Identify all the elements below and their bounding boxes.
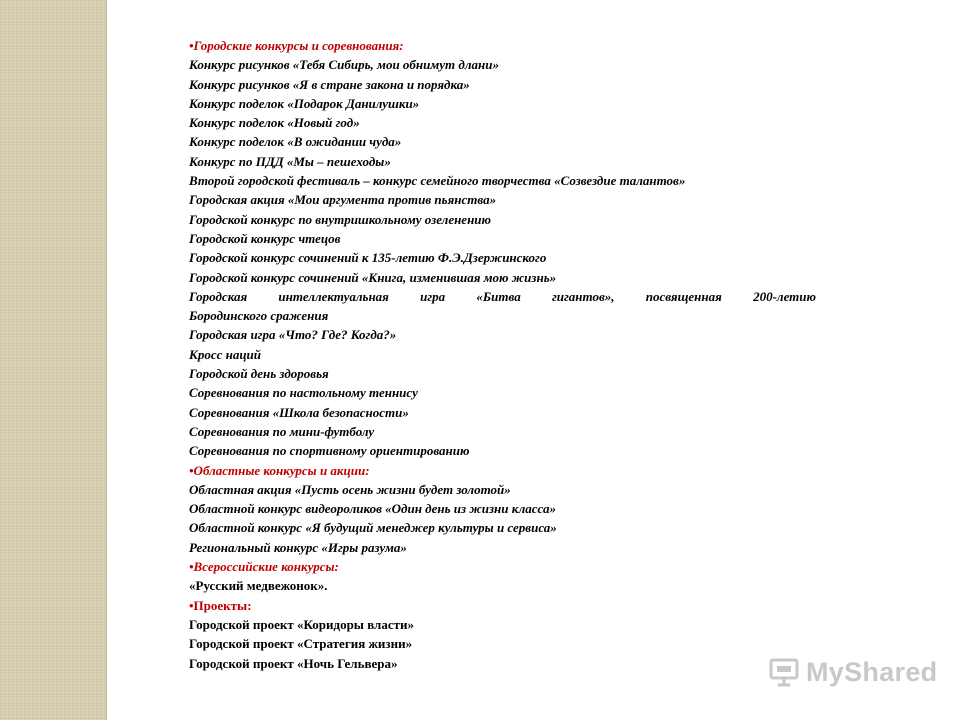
decorative-side-strip xyxy=(0,0,107,720)
list-item: Областной конкурс «Я будущий менеджер культуры и сервиса» xyxy=(189,520,557,536)
list-item: Городской конкурс чтецов xyxy=(189,230,341,246)
list-item: Городской день здоровья xyxy=(189,366,329,382)
list-item: Соревнования по мини-футболу xyxy=(189,423,375,439)
list-item: Конкурс поделок «В ожидании чуда» xyxy=(189,134,402,150)
list-item: Конкурс рисунков «Тебя Сибирь, мои обнимут длани» xyxy=(189,57,499,73)
list-item: Областной конкурс видеороликов «Один день из жизни класса» xyxy=(189,501,556,517)
presentation-board-icon xyxy=(768,656,800,688)
list-item: Кросс наций xyxy=(189,346,262,362)
section-heading-projects: •Проекты: xyxy=(189,597,252,613)
list-item: Городской конкурс сочинений «Книга, изменившая мою жизнь» xyxy=(189,269,557,285)
list-item: Городской конкурс по внутришкольному озеленению xyxy=(189,211,492,227)
section-heading-city: •Городские конкурсы и соревнования: xyxy=(189,38,404,53)
watermark xyxy=(768,655,937,689)
document-body xyxy=(189,36,816,673)
list-item: Областная акция «Пусть осень жизни будет золотой» xyxy=(189,481,511,497)
list-item: Соревнования по спортивному ориентированию xyxy=(189,443,470,459)
section-heading-national: •Всероссийские конкурсы: xyxy=(189,559,339,575)
list-item: Региональный конкурс «Игры разума» xyxy=(189,539,407,555)
watermark-text: MyShared xyxy=(806,656,938,687)
list-item: Конкурс поделок «Подарок Данилушки» xyxy=(189,95,420,111)
list-item: Конкурс рисунков «Я в стране закона и порядка» xyxy=(189,76,470,92)
list-item-justified: Городская интеллектуальная игра «Битва гигантов», посвященная 200-летию xyxy=(189,288,816,304)
list-item: Городская акция «Мои аргумента против пьянства» xyxy=(189,192,497,208)
list-item: Городской проект «Коридоры власти» xyxy=(189,616,414,632)
list-item: Городской проект «Стратегия жизни» xyxy=(189,636,413,652)
list-item: Городской проект «Ночь Гельвера» xyxy=(189,655,398,671)
list-item: Конкурс поделок «Новый год» xyxy=(189,115,360,131)
list-item: Соревнования по настольному теннису xyxy=(189,385,418,401)
list-item: Конкурс по ПДД «Мы – пешеходы» xyxy=(189,153,391,169)
list-item: Городская игра «Что? Где? Когда?» xyxy=(189,327,397,343)
section-heading-regional: •Областные конкурсы и акции: xyxy=(189,462,370,478)
list-item: Бородинского сражения xyxy=(189,308,329,324)
list-item: Городской конкурс сочинений к 135-летию Ф.Э.Дзержинского xyxy=(189,250,547,266)
list-item: Второй городской фестиваль – конкурс семейного творчества «Созвездие талантов» xyxy=(189,173,686,189)
list-item: Соревнования «Школа безопасности» xyxy=(189,404,409,420)
list-item: «Русский медвежонок». xyxy=(189,578,328,594)
